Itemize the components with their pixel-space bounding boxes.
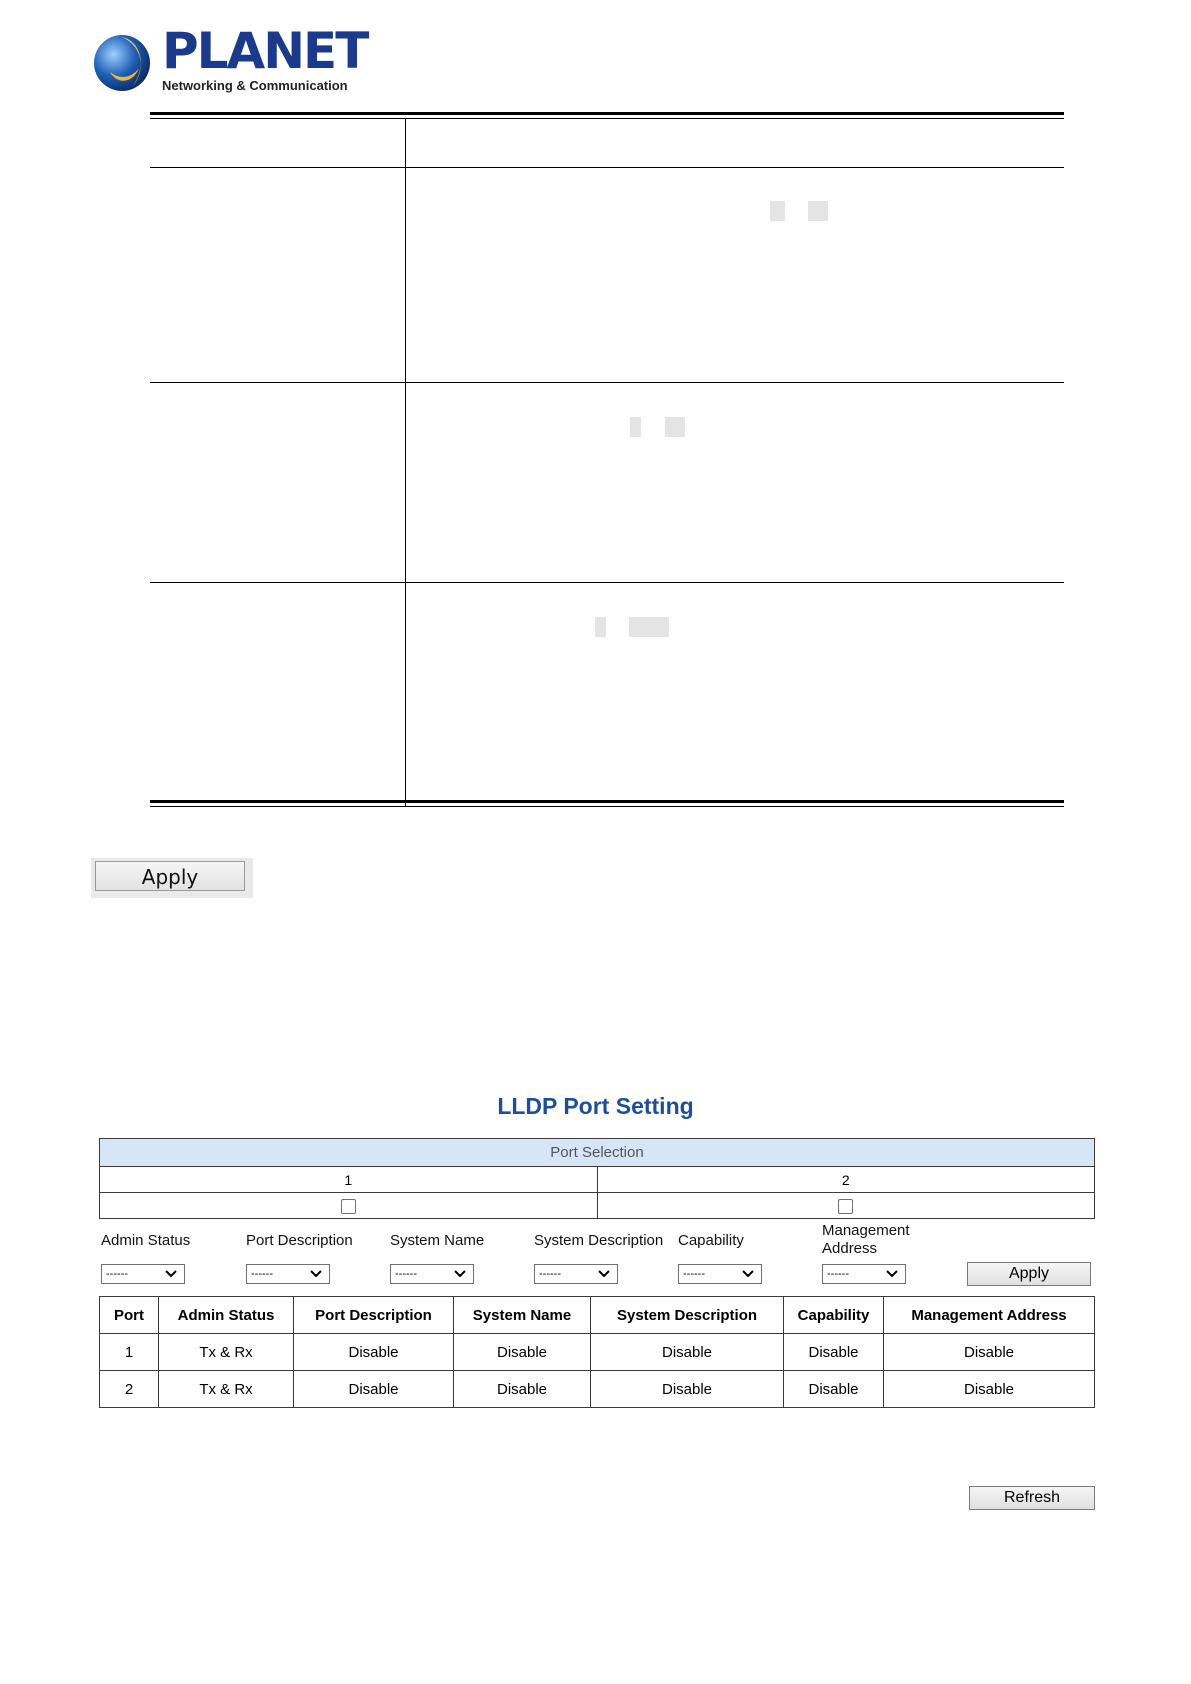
table-cell: Disable <box>454 1371 591 1408</box>
system-description-label: System Description <box>534 1232 664 1249</box>
brand-tagline: Networking & Communication <box>162 78 348 93</box>
table-row <box>100 1334 1095 1371</box>
admin-status-select[interactable] <box>101 1264 185 1284</box>
chevron-down-icon <box>164 1268 178 1280</box>
faint-mark <box>595 617 606 637</box>
chevron-down-icon <box>597 1268 611 1280</box>
capability-select[interactable] <box>678 1264 762 1284</box>
select-value: ------ <box>827 1268 849 1280</box>
table-top-rule-thin <box>150 118 1064 119</box>
table-cell: Disable <box>454 1334 591 1371</box>
faint-mark <box>630 417 641 437</box>
management-address-label: Management Address <box>822 1222 910 1257</box>
chevron-down-icon <box>453 1268 467 1280</box>
chevron-down-icon <box>309 1268 323 1280</box>
select-value: ------ <box>395 1268 417 1280</box>
table-cell: Disable <box>591 1334 784 1371</box>
table-row-divider <box>150 382 1064 383</box>
apply-button-frame <box>91 858 253 898</box>
table-column-divider <box>405 119 406 806</box>
globe-logo-icon <box>92 32 154 94</box>
select-value: ------ <box>683 1268 705 1280</box>
table-cell: Disable <box>294 1334 454 1371</box>
select-value: ------ <box>106 1268 128 1280</box>
select-value: ------ <box>539 1268 561 1280</box>
port-description-select[interactable] <box>246 1264 330 1284</box>
table-row-divider <box>150 582 1064 583</box>
refresh-button[interactable]: Refresh <box>969 1486 1095 1510</box>
management-address-select[interactable] <box>822 1264 906 1284</box>
brand-name: PLANET <box>162 22 368 80</box>
table-cell: Disable <box>784 1334 884 1371</box>
apply-button[interactable]: Apply <box>95 861 245 891</box>
table-cell: Disable <box>884 1334 1095 1371</box>
port-number-label: 2 <box>597 1167 1095 1193</box>
table-cell: Disable <box>884 1371 1095 1408</box>
planet-logo <box>92 22 368 100</box>
port-2-checkbox-cell <box>597 1193 1095 1219</box>
port-number-label: 1 <box>100 1167 598 1193</box>
port-selection-header: Port Selection <box>100 1139 1095 1167</box>
table-cell: Disable <box>784 1371 884 1408</box>
port-selection-table <box>99 1138 1095 1219</box>
admin-status-label: Admin Status <box>101 1232 191 1249</box>
table-bottom-rule-thin <box>150 806 1064 807</box>
chevron-down-icon <box>741 1268 755 1280</box>
column-header: System Description <box>591 1297 784 1334</box>
table-cell: 2 <box>100 1371 159 1408</box>
parameter-description-table <box>150 112 1064 808</box>
system-name-label: System Name <box>390 1232 485 1249</box>
port-description-label: Port Description <box>246 1232 353 1249</box>
faint-mark <box>808 201 828 221</box>
column-header: Admin Status <box>159 1297 294 1334</box>
lldp-port-table <box>99 1296 1095 1408</box>
table-cell: Tx & Rx <box>159 1334 294 1371</box>
chevron-down-icon <box>885 1268 899 1280</box>
page-title: LLDP Port Setting <box>497 1093 694 1119</box>
system-description-select[interactable] <box>534 1264 618 1284</box>
column-header: Port Description <box>294 1297 454 1334</box>
port-1-checkbox-cell <box>100 1193 598 1219</box>
table-row <box>100 1371 1095 1408</box>
table-cell: Tx & Rx <box>159 1371 294 1408</box>
faint-mark <box>629 617 669 637</box>
table-row-divider <box>150 167 1064 168</box>
column-header: Port <box>100 1297 159 1334</box>
port-1-checkbox[interactable] <box>341 1199 356 1214</box>
select-value: ------ <box>251 1268 273 1280</box>
faint-mark <box>665 417 685 437</box>
system-name-select[interactable] <box>390 1264 474 1284</box>
port-2-checkbox[interactable] <box>838 1199 853 1214</box>
table-cell: Disable <box>294 1371 454 1408</box>
table-top-rule <box>150 112 1064 115</box>
table-header-row <box>100 1297 1095 1334</box>
column-header: Management Address <box>884 1297 1095 1334</box>
faint-mark <box>770 201 785 221</box>
table-cell: 1 <box>100 1334 159 1371</box>
column-header: Capability <box>784 1297 884 1334</box>
column-header: System Name <box>454 1297 591 1334</box>
apply-settings-button[interactable]: Apply <box>967 1262 1091 1286</box>
capability-label: Capability <box>678 1232 744 1249</box>
table-cell: Disable <box>591 1371 784 1408</box>
table-bottom-rule <box>150 800 1064 803</box>
